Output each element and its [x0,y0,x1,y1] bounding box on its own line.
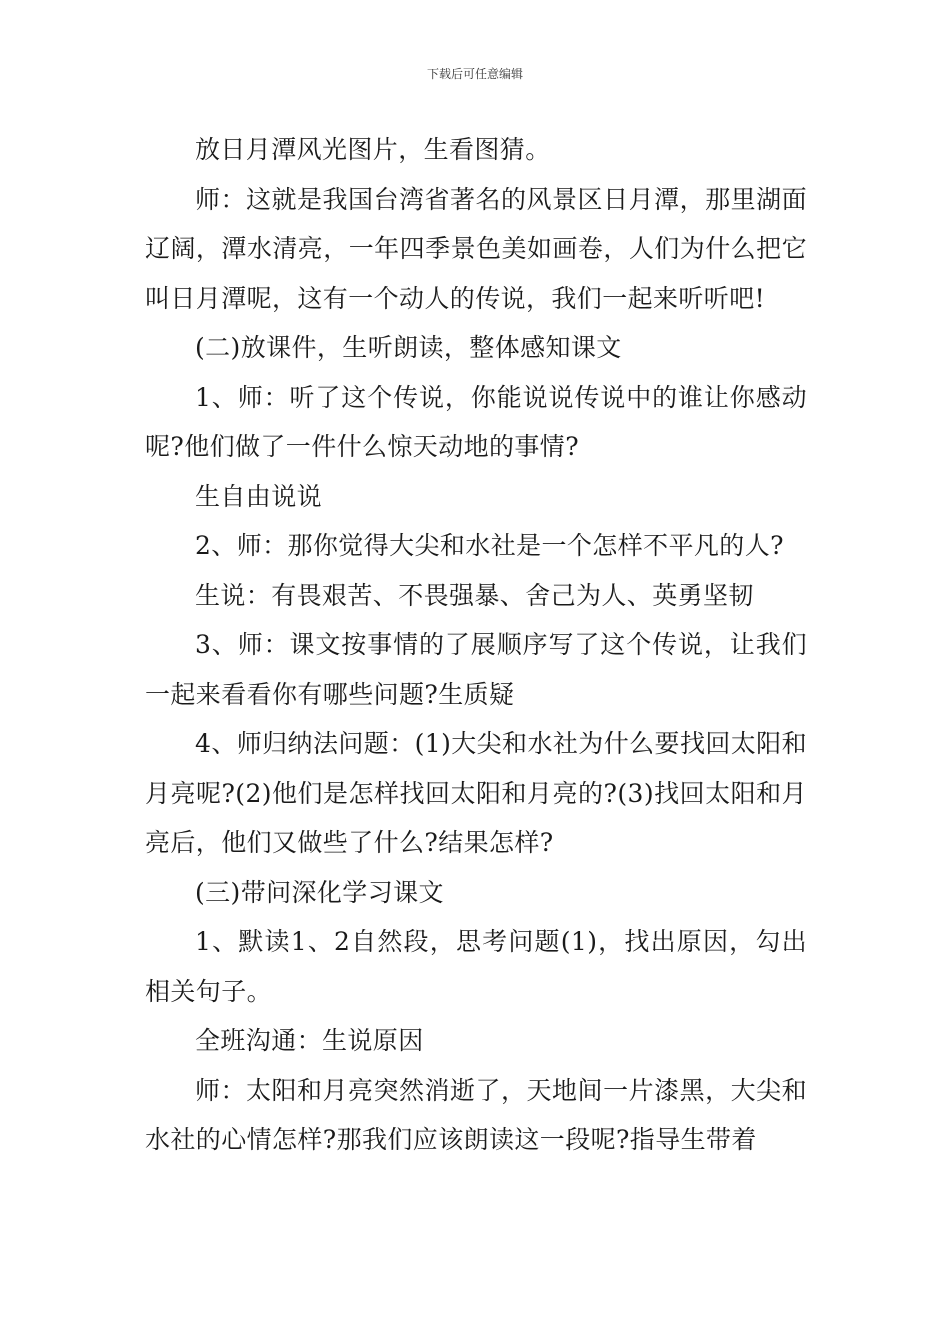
paragraph: 放日月潭风光图片，生看图猜。 [195,135,551,164]
page-header: 下载后可任意编辑 [426,67,523,81]
paragraph: 1、师：听了这个传说，你能说说传说中的谁让你感动呢?他们做了一件什么惊天动地的事情? [145,382,807,461]
paragraph: 1、默读1、2自然段，思考问题(1)，找出原因，勾出相关句子。 [145,927,807,1006]
paragraph: 3、师：课文按事情的了展顺序写了这个传说，让我们一起来看看你有哪些问题?生质疑 [145,630,807,709]
paragraph: 师：这就是我国台湾省著名的风景区日月潭，那里湖面辽阔，潭水清亮，一年四季景色美如画卷，人们为什么把它叫日月潭呢，这有一个动人的传说，我们一起来听听吧! [145,184,807,313]
document-body [145,125,807,1165]
paragraph: 师：太阳和月亮突然消逝了，天地间一片漆黑，大尖和水社的心情怎样?那我们应该朗读这一段呢?指导生带着 [145,1075,807,1154]
paragraph: 生说：有畏艰苦、不畏强暴、舍己为人、英勇坚韧 [195,580,754,610]
paragraph: 生自由说说 [195,481,323,511]
paragraph: 全班沟通：生说原因 [195,1026,424,1055]
section-heading: (三)带问深化学习课文 [195,877,444,907]
section-heading: (二)放课件，生听朗读，整体感知课文 [195,333,622,362]
paragraph: 4、师归纳法问题：(1)大尖和水社为什么要找回太阳和月亮呢?(2)他们是怎样找回太阳和月亮的?(3)找回太阳和月亮后，他们又做些了什么?结果怎样? [145,729,807,857]
paragraph: 2、师：那你觉得大尖和水社是一个怎样不平凡的人? [195,531,784,560]
